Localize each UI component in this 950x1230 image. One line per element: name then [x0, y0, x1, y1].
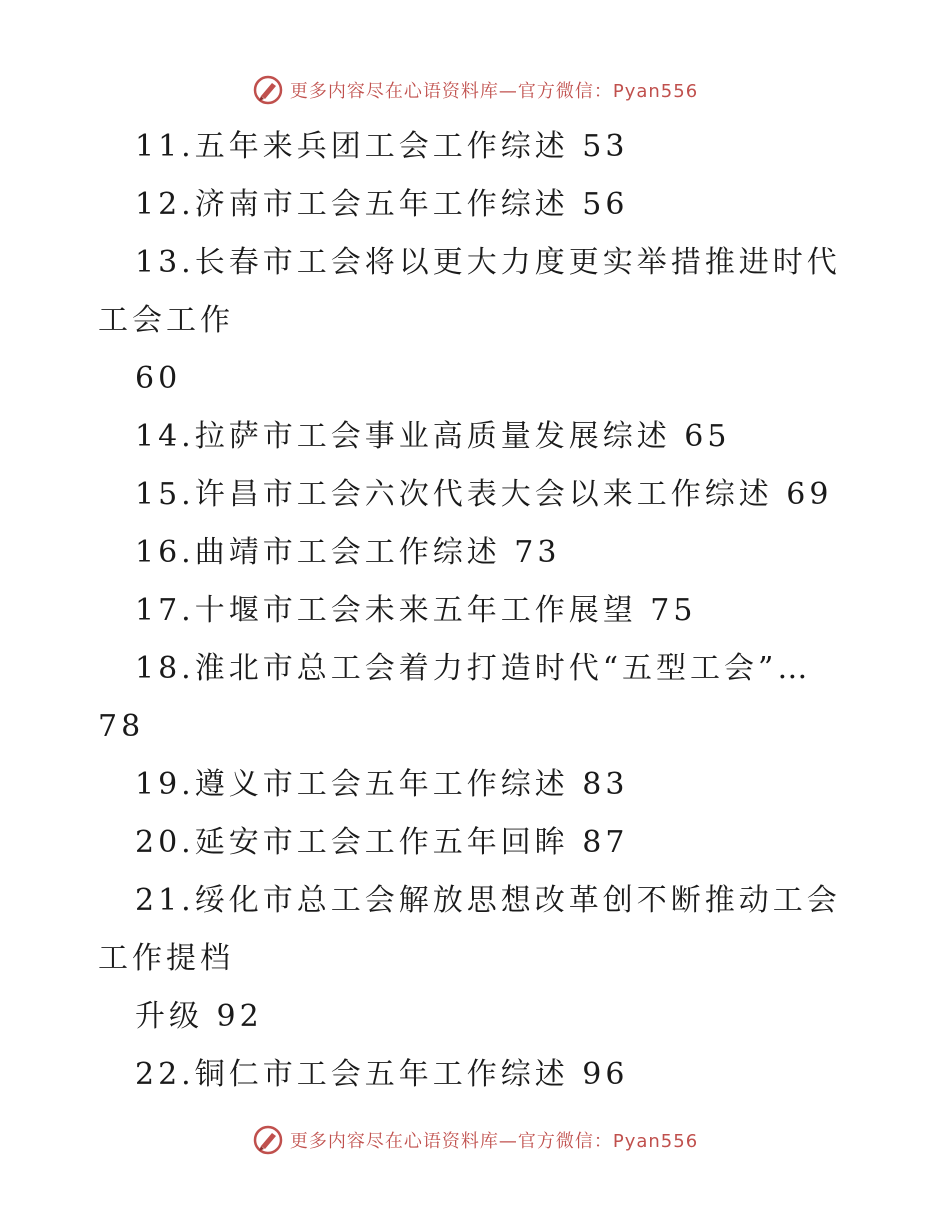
toc-entry: 12.济南市工会五年工作综述 56: [135, 187, 629, 222]
toc-entry: 11.五年来兵团工会工作综述 53: [135, 129, 629, 164]
toc-entry: 13.长春市工会将以更大力度更实举措推进时代: [135, 245, 841, 280]
watermark-text: 更多内容尽在心语资料库—官方微信：Pyan556: [289, 1131, 699, 1152]
toc-entry: 19.遵义市工会五年工作综述 83: [135, 767, 629, 802]
footer-watermark: [0, 1120, 950, 1160]
pen-logo-icon: [252, 74, 284, 106]
toc-page-number: 60: [135, 361, 182, 396]
header-watermark: [0, 70, 950, 110]
toc-entry: 15.许昌市工会六次代表大会以来工作综述 69: [135, 477, 833, 512]
toc-entry: 14.拉萨市工会事业高质量发展综述 65: [135, 419, 731, 454]
toc-entry: 17.十堰市工会未来五年工作展望 75: [135, 593, 697, 628]
toc-entry: 18.淮北市总工会着力打造时代“五型工会”…: [135, 651, 812, 686]
toc-entry: 22.铜仁市工会五年工作综述 96: [135, 1057, 629, 1092]
toc-entry-continuation: 升级 92: [135, 999, 263, 1034]
toc-entry: 16.曲靖市工会工作综述 73: [135, 535, 561, 570]
toc-entry: 20.延安市工会工作五年回眸 87: [135, 825, 629, 860]
pen-logo-icon: [252, 1124, 284, 1156]
toc-entry-continuation: 工会工作: [98, 303, 234, 338]
toc-entry-continuation: 工作提档: [98, 941, 234, 976]
toc-entry: 21.绥化市总工会解放思想改革创不断推动工会: [135, 883, 841, 918]
toc-page-number: 78: [98, 709, 145, 744]
watermark-text: 更多内容尽在心语资料库—官方微信：Pyan556: [289, 81, 699, 102]
